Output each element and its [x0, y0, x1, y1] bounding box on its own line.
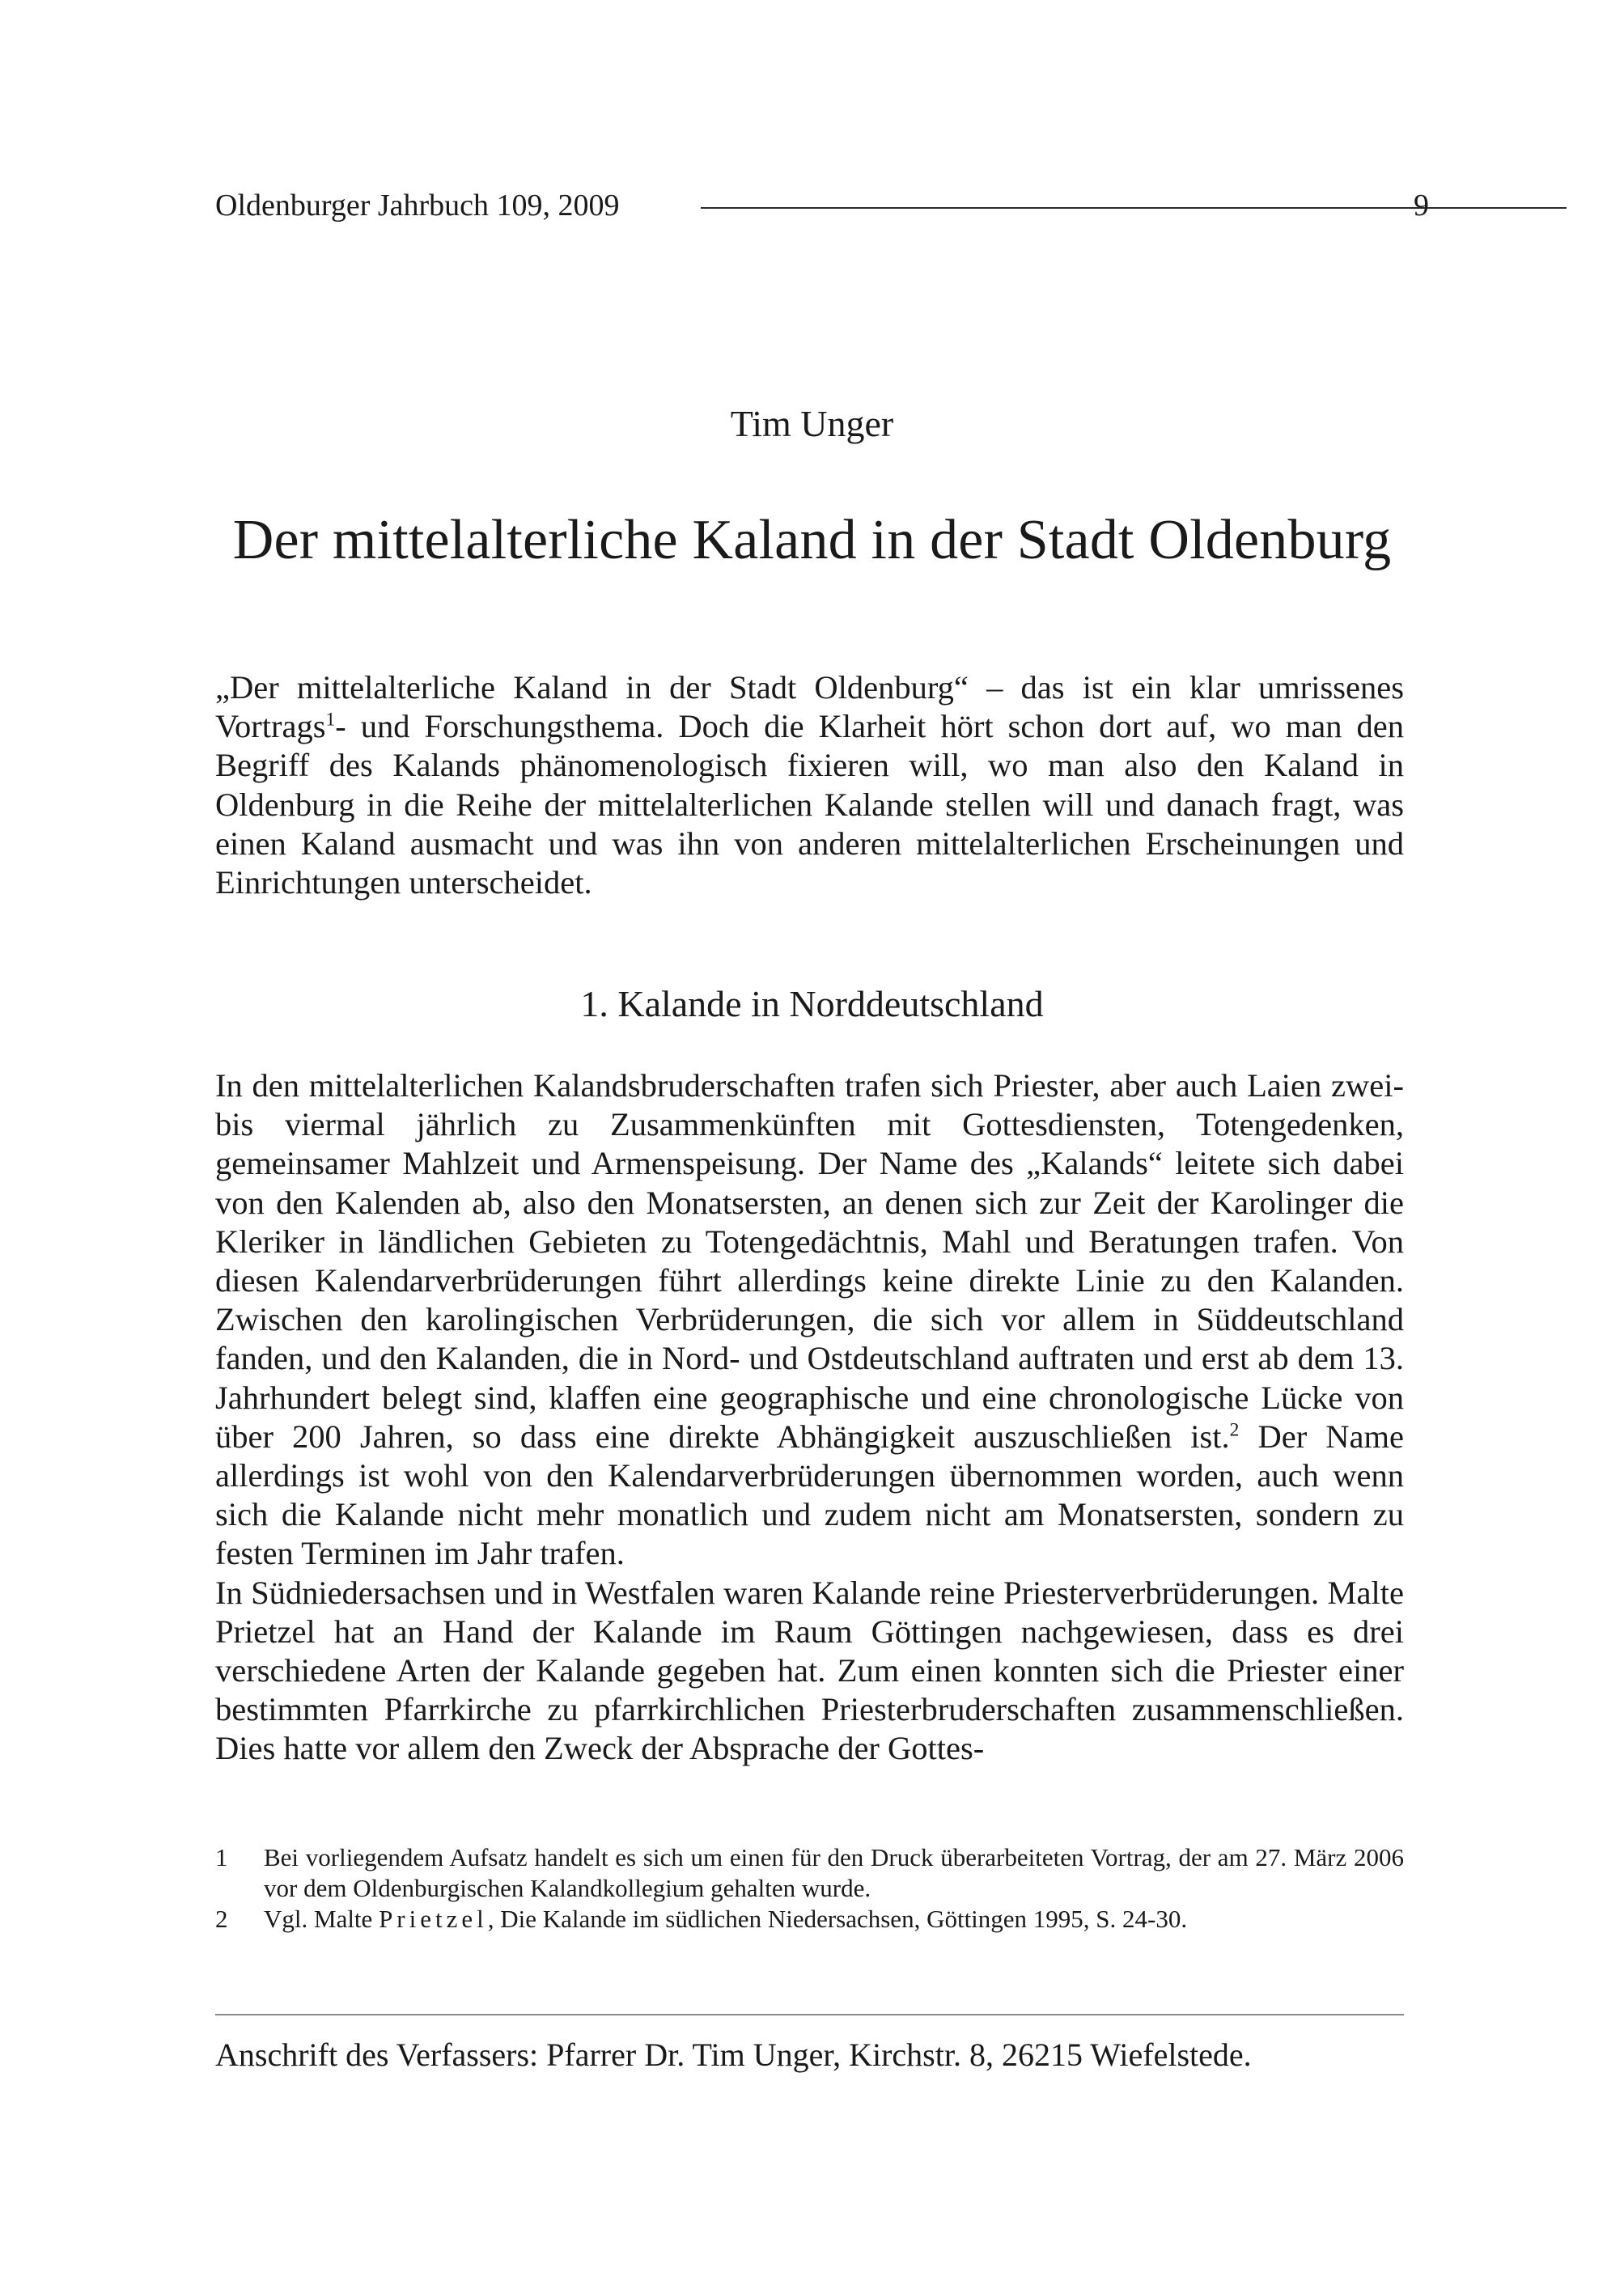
footnote-number: 1: [215, 1843, 228, 1871]
footnotes: [215, 1842, 1404, 1935]
intro-text-1: „Der mittelalterliche Kaland in der Stadt Oldenburg“ – das ist ein klar umrissenes Vortrags: [215, 669, 1404, 745]
intro-text-2: - und Forschungsthema. Doch die Klarheit hört schon dort auf, wo man den Begriff des Kalands phänomenologisch fixieren will, wo man also den Kaland in Oldenburg in die Reihe der mittelalterlichen Kalande stellen will und danach fragt, was einen Kaland ausmacht und was ihn von anderen mittelalterlichen Erscheinungen und Einrichtungen unterscheidet.: [215, 708, 1404, 901]
section-paragraph-2: In Südniedersachsen und in Westfalen waren Kalande reine Priesterverbrüderungen. Malte Prietzel hat an Hand der Kalande im Raum Göttingen nachgewiesen, dass es drei verschiedene Arten der Kalande gegeben hat. Zum einen konnten sich die Priester einer bestimmten Pfarrkirche zu pfarrkirchlichen Priesterbruderschaften zusammenschließen. Dies hatte vor allem den Zweck der Absprache der Gottes-: [215, 1574, 1404, 1767]
article-title: Der mittelalterliche Kaland in der Stadt Oldenburg: [232, 509, 1392, 571]
paragraph-1-text-a: In den mittelalterlichen Kalandsbruderschaften trafen sich Priester, aber auch Laien zwei- bis viermal jährlich zu Zusammenkünften mit Gottesdiensten, Totengedenken, gemeinsamer Mahlzeit und Armenspeisung. Der Name des „Kalands“ leitete sich dabei von den Kalenden ab, also den Monatsersten, an denen sich zur Zeit der Karolinger die Kleriker in ländlichen Gebieten zu Totengedächtnis, Mahl und Beratungen trafen. Von diesen Kalendarverbrüderungen führt allerdings keine direkte Linie zu den Kalanden. Zwischen den karolingischen Verbrüderungen, die sich vor allem in Süddeutschland fanden, und den Kalanden, die in Nord- und Ostdeutschland auftraten und erst ab dem 13. Jahrhundert belegt sind, klaffen eine geographische und eine chronologische Lücke von über 200 Jahren, so dass eine direkte Abhängigkeit auszuschließen ist.: [215, 1067, 1404, 1455]
footnote-text: Bei vorliegendem Aufsatz handelt es sich um einen für den Druck überarbeiteten Vortrag, der am 27. März 2006 vor dem Oldenburgischen Kalandkollegium gehalten wurde.: [264, 1843, 1404, 1902]
footnote-text: [264, 1904, 1404, 1935]
running-head: [215, 188, 1429, 228]
footnote-ref-1[interactable]: 1: [325, 709, 336, 731]
footnote-number: 2: [215, 1905, 228, 1933]
author-name: Tim Unger: [730, 403, 894, 444]
footnote-author-name: Prietzel: [379, 1905, 488, 1933]
header-rule: [701, 207, 1567, 209]
author-address: Anschrift des Verfassers: Pfarrer Dr. Tim Unger, Kirchstr. 8, 26215 Wiefelstede.: [215, 2037, 1252, 2073]
page-number: 9: [1414, 189, 1429, 223]
footnote-text-pre: Vgl. Malte: [264, 1905, 379, 1933]
footnote-ref-2[interactable]: 2: [1229, 1419, 1240, 1441]
intro-paragraph: [215, 668, 1404, 902]
section-paragraph-1: [215, 1066, 1404, 1574]
footnote-1: [215, 1842, 1404, 1904]
footnote-2: [215, 1904, 1404, 1935]
address-rule: [215, 2014, 1404, 2015]
journal-title: Oldenburger Jahrbuch 109, 2009: [215, 189, 620, 223]
paragraph-1-text-b: Der Name allerdings ist wohl von den Kalendarverbrüderungen übernommen worden, auch wenn sich die Kalande nicht mehr monatlich und zudem nicht am Monatsersten, sondern zu festen Terminen im Jahr trafen.: [215, 1418, 1404, 1572]
section-body: [215, 1066, 1404, 1769]
section-heading: 1. Kalande in Norddeutschland: [580, 983, 1044, 1024]
footnote-text-post: , Die Kalande im südlichen Niedersachsen, Göttingen 1995, S. 24-30.: [487, 1905, 1188, 1933]
